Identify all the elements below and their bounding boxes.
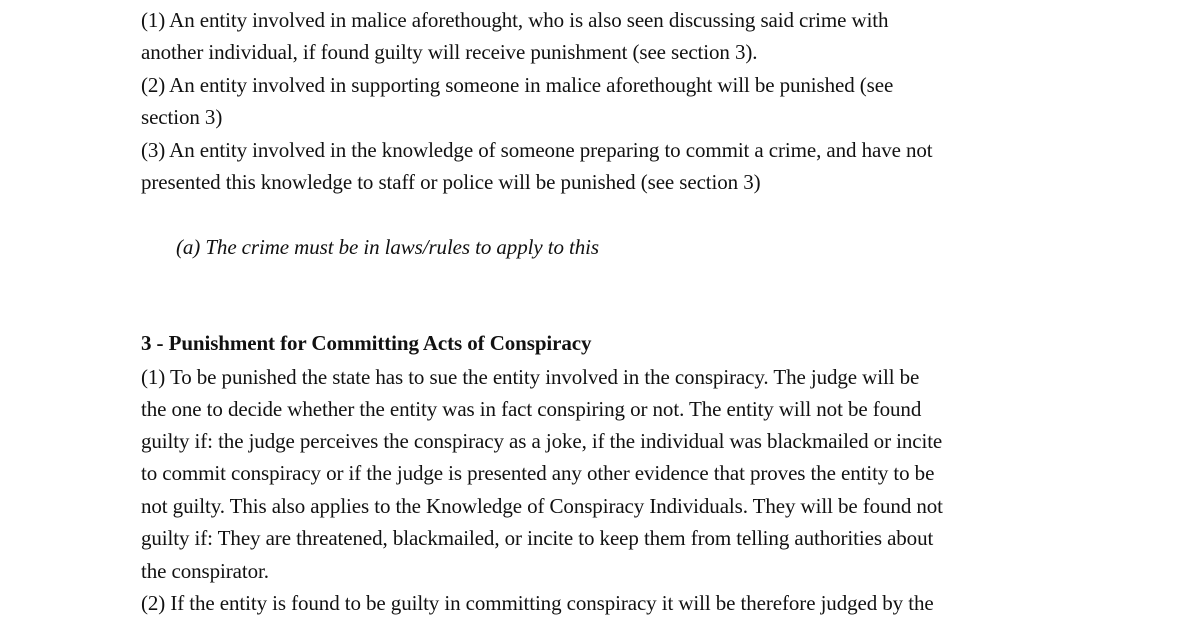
body-text-line: (1) To be punished the state has to sue the entity involved in the conspiracy. The judge will be [141, 365, 920, 389]
body-text-line: guilty if: the judge perceives the conspiracy as a joke, if the individual was blackmailed or incite [141, 429, 943, 453]
body-text-line: guilty if: They are threatened, blackmailed, or incite to keep them from telling authorities about [141, 526, 934, 550]
body-text-line: not guilty. This also applies to the Knowledge of Conspiracy Individuals. They will be found not [141, 494, 943, 518]
body-text-line: (1) An entity involved in malice aforethought, who is also seen discussing said crime with [141, 8, 889, 32]
note-text: (a) The crime must be in laws/rules to apply to this [176, 235, 599, 259]
body-text-line: (2) If the entity is found to be guilty in committing conspiracy it will be therefore judged by the [141, 591, 934, 615]
body-text-line: (2) An entity involved in supporting someone in malice aforethought will be punished (see [141, 73, 894, 97]
section-heading: 3 - Punishment for Committing Acts of Conspiracy [141, 331, 592, 355]
body-text-line: presented this knowledge to staff or police will be punished (see section 3) [141, 170, 761, 194]
body-text-line: the one to decide whether the entity was in fact conspiring or not. The entity will not be found [141, 397, 922, 421]
body-text-line: (3) An entity involved in the knowledge of someone preparing to commit a crime, and have not [141, 138, 933, 162]
body-text-line: to commit conspiracy or if the judge is presented any other evidence that proves the entity to be [141, 461, 935, 485]
body-text-line: another individual, if found guilty will receive punishment (see section 3). [141, 40, 758, 64]
body-text-line: section 3) [141, 105, 223, 129]
body-text-line: the conspirator. [141, 559, 269, 583]
